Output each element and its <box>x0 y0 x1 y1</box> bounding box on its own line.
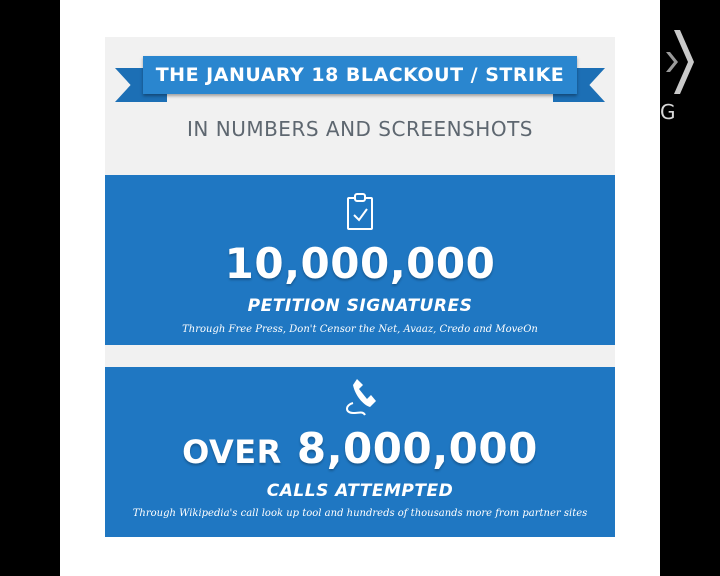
stat-label-calls: CALLS ATTEMPTED <box>266 481 454 501</box>
stat-panel-calls <box>105 367 615 537</box>
stat-number-petitions: 10,000,000 <box>224 239 496 288</box>
clipboard-check-icon <box>346 193 374 231</box>
title-ribbon <box>143 56 577 94</box>
phone-icon <box>343 377 377 417</box>
stat-number-calls-value: 8,000,000 <box>296 424 538 473</box>
channel-logo-letter: G <box>660 100 676 124</box>
stat-prefix-calls: OVER <box>182 433 282 471</box>
infographic-title: THE JANUARY 18 BLACKOUT / STRIKE <box>155 64 565 86</box>
stat-number-calls <box>105 424 615 473</box>
stat-caption-calls: Through Wikipedia's call look up tool and hundreds of thousands more from partner sites <box>132 508 588 519</box>
stat-panel-petitions <box>105 175 615 345</box>
infographic <box>105 37 615 537</box>
infographic-subtitle: IN NUMBERS AND SCREENSHOTS <box>187 117 533 141</box>
stat-label-petitions: PETITION SIGNATURES <box>247 296 473 316</box>
stat-caption-petitions: Through Free Press, Don't Censor the Net, Avaaz, Credo and MoveOn <box>182 324 538 335</box>
presentation-slide <box>60 0 660 576</box>
